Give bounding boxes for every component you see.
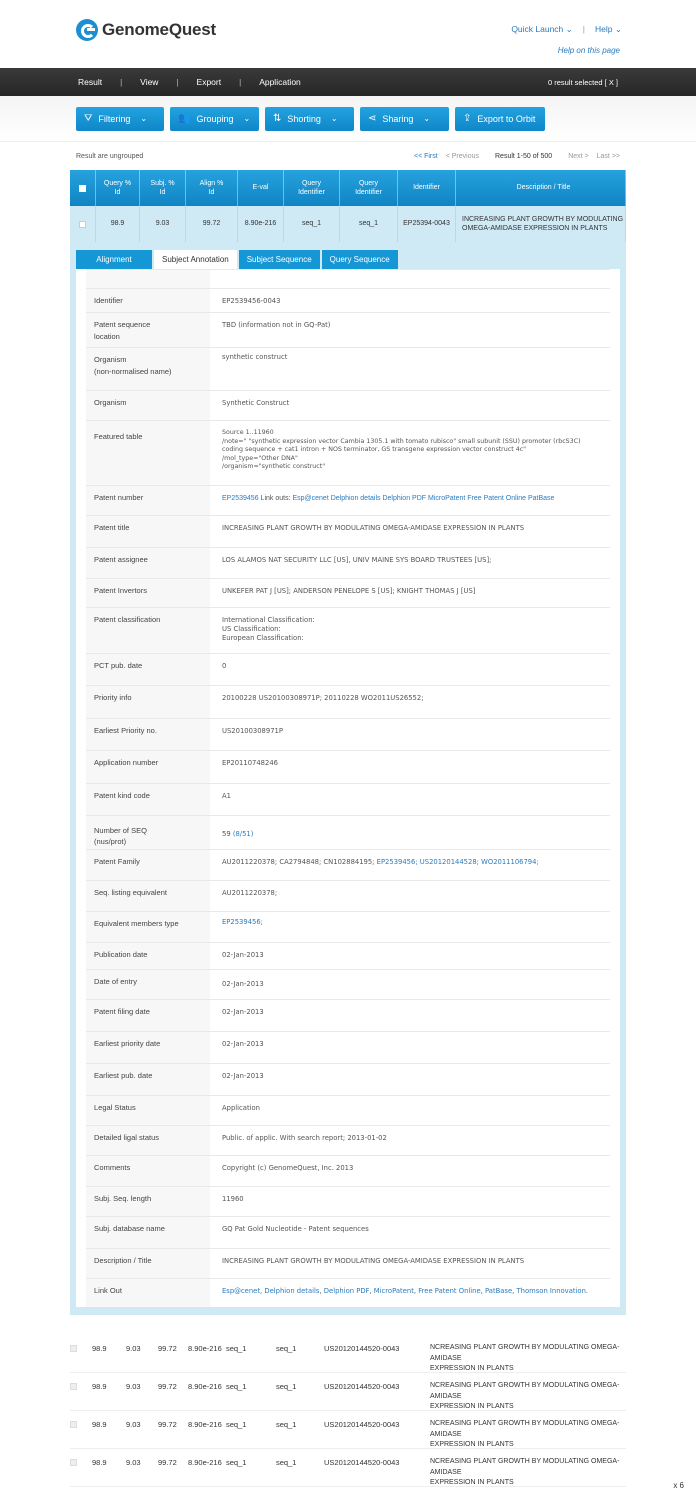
ann-val-spacer — [210, 270, 610, 288]
cell-query-identifier-2: seq_1 — [276, 1420, 297, 1429]
table-row[interactable] — [70, 1449, 626, 1487]
cell-align-id: 99.72 — [158, 1382, 177, 1391]
ann-key: Subj. database name — [86, 1217, 210, 1248]
table-row[interactable] — [70, 1335, 626, 1373]
ann-key: Earliest priority date — [86, 1032, 210, 1063]
cell-query-identifier: seq_1 — [284, 206, 340, 242]
cell-align-id: 99.72 — [158, 1458, 177, 1467]
cell-query-identifier-2: seq_1 — [276, 1344, 297, 1353]
ann-featured-table — [86, 421, 610, 486]
separator: | — [239, 77, 242, 87]
num-seq-value: 59 — [222, 830, 231, 838]
cell-query-id: 98.9 — [92, 1344, 107, 1353]
ann-earliest-priority-date — [86, 1032, 610, 1064]
chevron-down-icon: ⌄ — [243, 114, 251, 123]
ann-key: Patent Invertors — [86, 579, 210, 607]
row-checkbox[interactable] — [70, 1459, 77, 1466]
cell-subj-id: 9.03 — [126, 1344, 141, 1353]
col-align-id[interactable] — [186, 170, 238, 206]
sort-icon: ⇅ — [273, 113, 282, 124]
family-link[interactable]: US20120144528; — [419, 858, 479, 866]
share-icon: ⋖ — [368, 113, 377, 124]
cell-query-identifier-2: seq_1 — [276, 1382, 297, 1391]
ann-pct-pub-date — [86, 654, 610, 686]
ann-value: Copyright (c) GenomeQuest, Inc. 2013 — [222, 1164, 354, 1172]
ann-key: Priority info — [86, 686, 210, 718]
chevron-down-icon: ⌄ — [565, 24, 573, 34]
subject-annotation — [76, 269, 620, 1307]
col-query-id[interactable] — [96, 170, 140, 206]
col-e-val[interactable] — [238, 170, 284, 206]
col-label: E-val — [252, 184, 269, 192]
ann-value: US20100308971P — [222, 727, 283, 735]
ann-application-number — [86, 751, 610, 784]
col-query-identifier-2[interactable] — [340, 170, 398, 206]
ann-key: Subj. Seq. length — [86, 1187, 210, 1216]
ann-patent-family — [86, 850, 610, 881]
ann-key: Date of entry — [86, 970, 210, 999]
export-to-orbit-label: Export to Orbit — [477, 113, 536, 124]
cell-description: NCREASING PLANT GROWTH BY MODULATING OMEGA-AMIDASE EXPRESSION IN PLANTS — [430, 1344, 620, 1372]
cell-query-identifier-2: seq_1 — [340, 206, 398, 242]
group-icon: 👥 — [178, 113, 191, 124]
help-menu[interactable] — [595, 24, 622, 35]
tab-subject-annotation[interactable]: Subject Annotation — [154, 250, 237, 269]
logo[interactable] — [76, 19, 216, 41]
chevron-down-icon: ⌄ — [614, 24, 622, 34]
logo-text: GenomeQuest — [102, 20, 216, 39]
chevron-down-icon: ⌄ — [423, 114, 431, 123]
ann-value: Esp@cenet, Delphion details, Delphion PDF, MicroPatent, Free Patent Online, PatBase, Thomson Innovation. — [222, 1287, 589, 1295]
row-checkbox[interactable] — [70, 1345, 77, 1352]
ann-key: Equivalent members type — [86, 912, 210, 942]
ann-patent-kind-code — [86, 784, 610, 816]
cell-description: NCREASING PLANT GROWTH BY MODULATING OMEGA-AMIDASE EXPRESSION IN PLANTS — [430, 1458, 620, 1486]
ann-value: Source 1..11960 /note=" "synthetic expression vector Cambia 1305.1 with tomato rubisco" small subunit (SSU) promoter (rbcS3C) coding sequence + cat1 intron + NOS terminator, GS transgene expression vector construct 4c" /mol_type="Other DNA" /organism="synthetic construct" — [222, 429, 581, 470]
ann-patent-inventors — [86, 579, 610, 608]
ann-key: Patent kind code — [86, 784, 210, 815]
table-row[interactable] — [70, 1411, 626, 1449]
ann-organism — [86, 391, 610, 421]
ann-patent-sequence-location — [86, 313, 610, 348]
num-seq-link[interactable]: (8/51) — [232, 830, 254, 838]
ann-value — [210, 486, 610, 515]
linkouts-label: Link outs: — [260, 495, 291, 502]
ann-organism-non-normalised — [86, 348, 610, 391]
nav-view[interactable]: View — [140, 77, 159, 87]
patent-number-link[interactable]: EP2539456 — [222, 495, 259, 502]
ann-value: EP20110748246 — [222, 759, 278, 767]
cell-subj-id: 9.03 — [140, 206, 186, 242]
ann-publication-date — [86, 943, 610, 970]
cell-identifier: US20120144520-0043 — [324, 1458, 400, 1467]
ann-value — [210, 912, 610, 942]
quick-launch-menu[interactable] — [511, 24, 572, 35]
grouping-label: Grouping — [196, 113, 234, 124]
chevron-down-icon: ⌄ — [140, 114, 148, 123]
ann-key: Patent title — [86, 516, 210, 547]
export-to-orbit-button[interactable] — [455, 107, 545, 131]
ann-legal-status — [86, 1096, 610, 1126]
ann-value: 20100228 US20100308971P; 20110228 WO2011US26552; — [222, 694, 424, 702]
sharing-label: Sharing — [382, 113, 414, 124]
ann-spacer — [86, 269, 610, 289]
sharing-button[interactable] — [360, 107, 449, 131]
help-on-this-page-link[interactable]: Help on this page — [557, 46, 620, 55]
detail-panel — [70, 242, 626, 1315]
result-range: Result 1-50 of 500 — [495, 152, 553, 160]
ann-key: Legal Status — [86, 1096, 210, 1125]
main-nav — [0, 68, 696, 96]
ann-key: Number of SEQ (nus/prot) — [86, 816, 210, 849]
row-checkbox-cell — [70, 1381, 92, 1393]
cell-description: INCREASING PLANT GROWTH BY MODULATING OMEGA-AMIDASE EXPRESSION IN PLANTS — [456, 206, 626, 242]
last-page-link[interactable]: Last >> — [596, 152, 620, 160]
ann-key: Seq. listing equivalent — [86, 881, 210, 911]
ann-key-spacer — [86, 270, 210, 288]
linkouts-list[interactable]: Esp@cenet Delphion details Delphion PDF MicroPatent Free Patent Online PatBase — [292, 495, 555, 502]
zoom-indicator: x 6 — [673, 1481, 684, 1490]
ann-key: Patent Family — [86, 850, 210, 880]
nav-result[interactable]: Result — [78, 77, 103, 87]
cell-align-id: 99.72 — [158, 1420, 177, 1429]
ann-seq-listing-equivalent — [86, 881, 610, 912]
results-grid — [70, 170, 626, 1315]
ann-value: Public. of applic. With search report; 2013-01-02 — [222, 1134, 387, 1142]
ann-link-out — [86, 1279, 610, 1307]
cell-description: NCREASING PLANT GROWTH BY MODULATING OMEGA-AMIDASE EXPRESSION IN PLANTS — [430, 1420, 620, 1448]
ann-key: Identifier — [86, 289, 210, 312]
equiv-member-link[interactable]: EP2539456; — [222, 918, 263, 926]
linkout-free-patent-online[interactable]: Free Patent Online — [418, 1287, 481, 1295]
ann-value — [210, 850, 610, 880]
row-checkbox[interactable] — [70, 1383, 77, 1390]
col-description[interactable] — [456, 170, 626, 206]
ann-equivalent-members — [86, 912, 610, 943]
detail-tabs — [76, 250, 620, 269]
pager — [414, 153, 620, 160]
tab-query-sequence[interactable]: Query Sequence — [322, 250, 398, 269]
cell-query-id: 98.9 — [92, 1420, 107, 1429]
ann-key: Organism — [86, 391, 210, 420]
shorting-label: Shorting — [287, 113, 321, 124]
export-icon: ⇪ — [463, 113, 472, 124]
ann-value — [210, 816, 610, 849]
cell-identifier: US20120144520-0043 — [324, 1344, 400, 1353]
col-label: Query Identifier — [355, 179, 382, 196]
ann-value: International Classification: US Classification: European Classification: — [222, 616, 315, 642]
cell-query-identifier: seq_1 — [226, 1344, 247, 1353]
family-link[interactable]: EP2539456; — [376, 858, 418, 866]
ann-key: Patent sequence location — [86, 313, 210, 347]
family-plain: AU2011220378; CA2794848; CN102884195; — [222, 858, 375, 866]
ann-key: Link Out — [86, 1279, 210, 1307]
cell-subj-id: 9.03 — [126, 1458, 141, 1467]
separator: | — [176, 77, 179, 87]
help-label: Help — [595, 24, 613, 34]
selection-status[interactable]: 0 result selected [ X ] — [547, 77, 618, 87]
toolbar — [0, 96, 696, 142]
ann-value: 02-Jan-2013 — [222, 1072, 264, 1080]
col-label: Identifier — [413, 184, 440, 192]
cell-query-id: 98.9 — [92, 1458, 107, 1467]
results-list — [70, 1335, 626, 1487]
ann-earliest-priority-no — [86, 719, 610, 751]
linkout-patbase[interactable]: PatBase — [484, 1287, 513, 1295]
row-checkbox-cell — [70, 1343, 92, 1355]
ann-value: UNKEFER PAT J [US]; ANDERSON PENELOPE S [US]; KNIGHT THOMAS J [US] — [222, 587, 476, 595]
ann-key: Patent number — [86, 486, 210, 515]
ann-key: Publication date — [86, 943, 210, 969]
ann-key: Comments — [86, 1156, 210, 1186]
linkout-delphion-details[interactable]: Delphion details — [264, 1287, 320, 1295]
ann-key: Description / Title — [86, 1249, 210, 1278]
tab-subject-sequence[interactable]: Subject Sequence — [239, 250, 320, 269]
separator: | — [582, 24, 586, 34]
ann-value: 02-Jan-2013 — [222, 980, 264, 988]
ann-key: Detailed ligal status — [86, 1126, 210, 1155]
ann-value: Synthetic Construct — [222, 399, 290, 407]
ann-earliest-pub-date — [86, 1064, 610, 1096]
cell-identifier: EP25394-0043 — [398, 206, 456, 242]
shorting-button[interactable] — [265, 107, 354, 131]
ann-patent-title — [86, 516, 610, 548]
ann-number-of-seq — [86, 816, 610, 850]
ann-description-title — [86, 1249, 610, 1279]
tab-alignment[interactable]: Alignment — [76, 250, 152, 269]
ann-value: A1 — [222, 792, 231, 800]
ann-value: synthetic construct — [222, 353, 288, 361]
ann-value: INCREASING PLANT GROWTH BY MODULATING OMEGA-AMIDASE EXPRESSION IN PLANTS — [222, 524, 525, 532]
quick-launch-label: Quick Launch — [511, 24, 564, 34]
cell-identifier: US20120144520-0043 — [324, 1382, 400, 1391]
filtering-label: Filtering — [98, 113, 131, 124]
ann-patent-assignee — [86, 548, 610, 579]
cell-e-val: 8.90e-216 — [188, 1420, 222, 1429]
cell-description: NCREASING PLANT GROWTH BY MODULATING OMEGA-AMIDASE EXPRESSION IN PLANTS — [430, 1382, 620, 1410]
ann-identifier — [86, 289, 610, 313]
ann-patent-number — [86, 486, 610, 516]
separator: | — [120, 77, 123, 87]
cell-query-identifier-2: seq_1 — [276, 1458, 297, 1467]
col-label: Description / Title — [516, 184, 571, 192]
previous-page-link[interactable]: < Previous — [445, 152, 479, 160]
header — [0, 0, 696, 68]
ann-subj-database-name — [86, 1217, 610, 1249]
row-checkbox-cell — [70, 206, 96, 242]
cell-e-val: 8.90e-216 — [188, 1382, 222, 1391]
family-link[interactable]: WO2011106794; — [481, 858, 539, 866]
ann-key: Organism (non-normalised name) — [86, 348, 210, 390]
cell-align-id: 99.72 — [186, 206, 238, 242]
cell-subj-id: 9.03 — [126, 1420, 141, 1429]
first-page-link[interactable]: << First — [413, 152, 438, 160]
nav-application[interactable]: Application — [259, 77, 301, 87]
ann-detailed-legal-status — [86, 1126, 610, 1156]
nav-export[interactable]: Export — [196, 77, 222, 87]
ann-value: 11960 — [222, 1195, 244, 1203]
ann-key: Application number — [86, 751, 210, 783]
cell-align-id: 99.72 — [158, 1344, 177, 1353]
cell-query-id: 98.9 — [96, 206, 140, 242]
col-label: Query Identifier — [298, 179, 325, 196]
select-all-cell — [70, 170, 96, 206]
ann-subj-seq-length — [86, 1187, 610, 1217]
result-bar — [0, 142, 696, 170]
col-label: Align % Id — [199, 179, 224, 196]
row-checkbox[interactable] — [79, 221, 86, 228]
ann-value: 02-Jan-2013 — [222, 1008, 264, 1016]
col-query-identifier[interactable] — [284, 170, 340, 206]
top-links — [511, 24, 622, 35]
ann-key: Patent assignee — [86, 548, 210, 578]
grouping-status: Result are ungrouped — [76, 152, 144, 160]
ann-value: 02-Jan-2013 — [222, 1040, 264, 1048]
ann-comments — [86, 1156, 610, 1187]
grouping-button[interactable] — [170, 107, 259, 131]
select-all-checkbox[interactable] — [79, 185, 86, 192]
ann-value: AU2011220378; — [222, 889, 278, 897]
selected-table-row[interactable] — [70, 206, 626, 242]
linkout-micropatent[interactable]: MicroPatent — [373, 1287, 414, 1295]
cell-query-identifier: seq_1 — [226, 1458, 247, 1467]
col-subj-id[interactable] — [140, 170, 186, 206]
ann-value: TBD (information not in GQ-Pat) — [222, 321, 331, 329]
cell-query-identifier: seq_1 — [226, 1382, 247, 1391]
table-row[interactable] — [70, 1373, 626, 1411]
ann-value: INCREASING PLANT GROWTH BY MODULATING OMEGA-AMIDASE EXPRESSION IN PLANTS — [222, 1257, 525, 1265]
cell-query-identifier: seq_1 — [226, 1420, 247, 1429]
col-label: Query % Id — [103, 179, 132, 196]
ann-value: Application — [222, 1104, 260, 1112]
cell-identifier: US20120144520-0043 — [324, 1420, 400, 1429]
ann-key: Patent classification — [86, 608, 210, 653]
filter-icon: ⛛ — [84, 113, 93, 124]
row-checkbox[interactable] — [70, 1421, 77, 1428]
ann-key: Patent filing date — [86, 1000, 210, 1031]
cell-e-val: 8.90e-216 — [238, 206, 284, 242]
next-page-link[interactable]: Next > — [568, 152, 589, 160]
cell-query-id: 98.9 — [92, 1382, 107, 1391]
ann-value: LOS ALAMOS NAT SECURITY LLC [US], UNIV MAINE SYS BOARD TRUSTEES [US]; — [222, 556, 492, 564]
cell-e-val: 8.90e-216 — [188, 1458, 222, 1467]
ann-value: 0 — [222, 662, 227, 670]
ann-key: Featured table — [86, 421, 210, 485]
genomequest-logo-icon — [76, 19, 98, 41]
ann-value: EP2539456-0043 — [222, 297, 281, 305]
col-label: Subj. % Id — [150, 179, 175, 196]
row-checkbox-cell — [70, 1419, 92, 1431]
ann-value: 02-Jan-2013 — [222, 951, 264, 959]
ann-patent-classification — [86, 608, 610, 654]
ann-key: Earliest Priority no. — [86, 719, 210, 750]
ann-value: GQ Pat Gold Nucleotide - Patent sequences — [222, 1225, 369, 1233]
table-header — [70, 170, 626, 206]
linkout-delphion-pdf[interactable]: Delphion PDF — [323, 1287, 370, 1295]
ann-key: PCT pub. date — [86, 654, 210, 685]
ann-date-of-entry — [86, 970, 610, 1000]
ann-priority-info — [86, 686, 610, 719]
chevron-down-icon: ⌄ — [330, 114, 338, 123]
ann-key: Earliest pub. date — [86, 1064, 210, 1095]
col-identifier[interactable] — [398, 170, 456, 206]
filtering-button[interactable] — [76, 107, 164, 131]
row-checkbox-cell — [70, 1457, 92, 1469]
linkout-espacenet[interactable]: Esp@cenet — [222, 1287, 261, 1295]
ann-patent-filing-date — [86, 1000, 610, 1032]
linkout-thomson-innovation[interactable]: Thomson Innovation — [516, 1287, 586, 1295]
cell-subj-id: 9.03 — [126, 1382, 141, 1391]
cell-e-val: 8.90e-216 — [188, 1344, 222, 1353]
